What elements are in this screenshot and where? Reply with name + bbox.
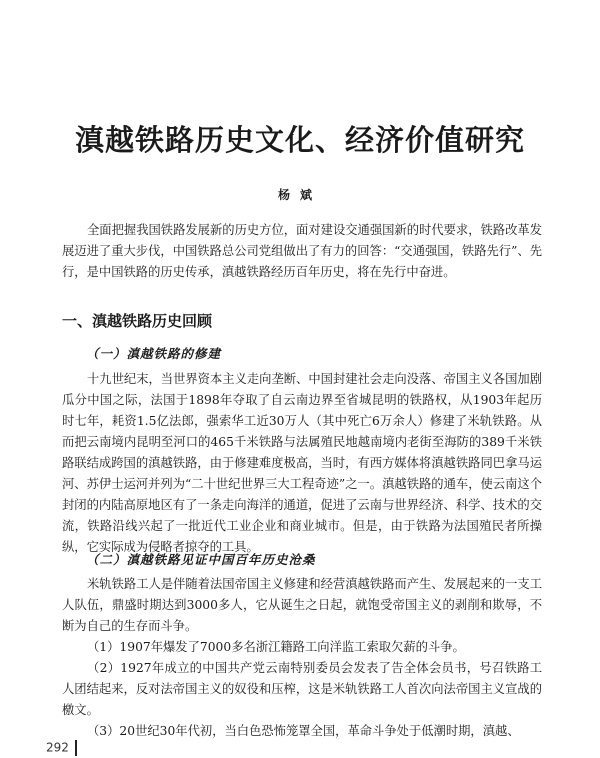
section-heading-1: 一、滇越铁路历史回顾 [62, 312, 213, 330]
paragraph: 十九世纪末，当世界资本主义走向垄断、中国封建社会走向没落、帝国主义各国加剧瓜分中国之际，法国于1898年夺取了自云南边界至省城昆明的铁路权，从1903年起历时七年，耗资1.5亿法郎，强索华工近30万人（其中死亡6万余人）修建了米轨铁路。从而把云南境内昆明至河口的465千米铁路与法属殖民地越南境内老街至海防的389千米铁路联结成跨国的滇越铁路，由于修建难度极高，当时，有西方媒体将滇越铁路同巴拿马运河、苏伊士运河并列为“二十世纪世界三大工程奇迹”之一。滇越铁路的通车，使云南这个封闭的内陆高原地区有了一条走向海洋的通道，促进了云南与世界经济、科学、技术的交流，铁路沿线兴起了一批近代工业企业和商业城市。但是，由于铁路为法国殖民者所操纵，它实际成为侵略者掠夺的工具。 [62, 372, 542, 554]
intro-paragraph [62, 220, 542, 283]
footer-divider [75, 740, 77, 756]
subsection-2-body [62, 574, 542, 742]
subsection-heading-1: （一）滇越铁路的修建 [86, 346, 222, 361]
paragraph: 米轨铁路工人是伴随着法国帝国主义修建和经营滇越铁路而产生、发展起来的一支工人队伍，鼎盛时期达到3000多人，它从诞生之日起，就饱受帝国主义的剥削和欺辱，不断为自己的生存而斗争。 [62, 577, 542, 633]
paragraph: （1）1907年爆发了7000多名浙江籍路工向洋监工索取欠薪的斗争。 [87, 640, 465, 654]
subsection-heading-2: （二）滇越铁路见证中国百年历史沧桑 [86, 552, 316, 567]
paper-title: 滇越铁路历史文化、经济价值研究 [74, 123, 525, 157]
intro-text: 全面把握我国铁路发展新的历史方位，面对建设交通强国新的时代要求，铁路改革发展迈进了重大步伐，中国铁路总公司党组做出了有力的回答：“交通强国，铁路先行”、先行，是中国铁路的历史传承，滇越铁路经历百年历史，将在先行中奋进。 [62, 223, 542, 279]
author-name: 杨斌 [277, 188, 322, 202]
page-number: 292 [46, 740, 69, 755]
paragraph: （3）20世纪30年代初，当白色恐怖笼罩全国，革命斗争处于低潮时期，滇越、 [87, 724, 520, 738]
subsection-1-body [62, 369, 542, 558]
page-footer [46, 740, 77, 756]
paragraph: （2）1927年成立的中国共产党云南特别委员会发表了告全体会员书，号召铁路工人团结起来，反对法帝国主义的奴役和压榨，这是米轨铁路工人首次向法帝国主义宣战的檄文。 [62, 661, 542, 717]
